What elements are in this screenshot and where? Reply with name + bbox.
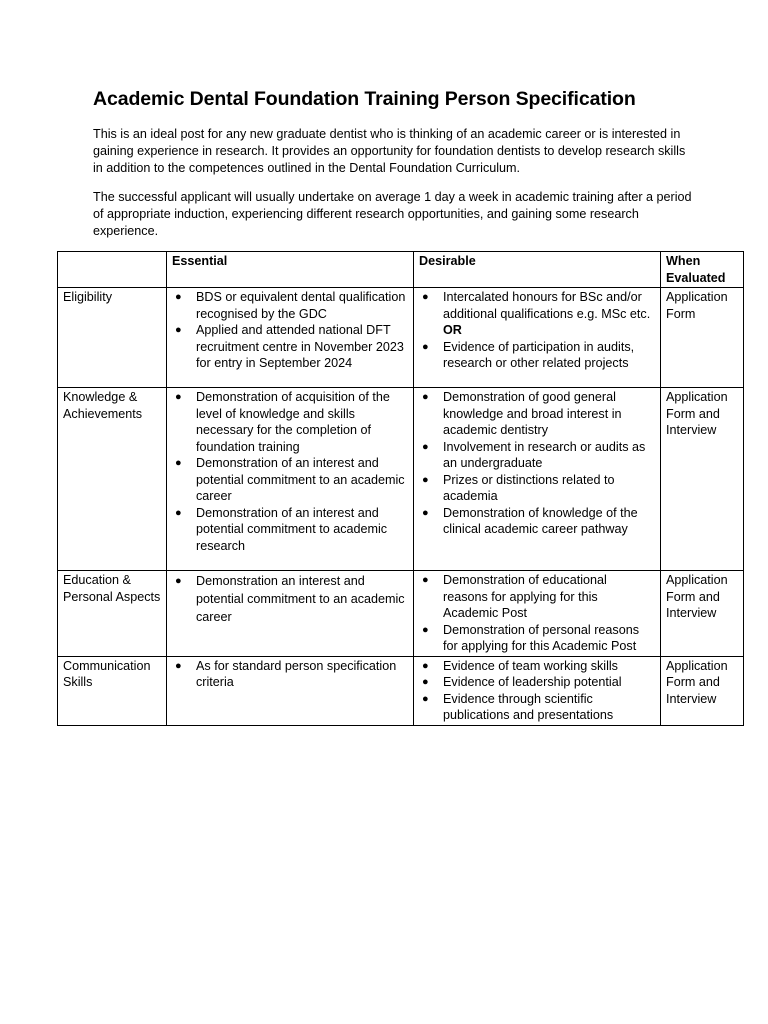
bullet-icon: ● — [175, 575, 182, 587]
bullet-icon: ● — [422, 623, 429, 636]
row-label: Education & Personal Aspects — [58, 571, 167, 657]
bullet-icon: ● — [422, 676, 429, 688]
bullet-icon: ● — [175, 324, 182, 336]
list-item: ● Demonstration an interest and potential commitment to an academic career — [175, 574, 405, 624]
intro-paragraph: This is an ideal post for any new graduate dentist who is thinking of an academic career or is interested in gaining experience in research. It provides an opportunity for foundation dentists to develop research skills in addition to the competences outlined in the Dental Foundation Curriculum. — [93, 127, 686, 176]
table-row — [58, 288, 744, 388]
bullet-icon: ● — [422, 340, 429, 353]
evaluated-cell: Application Form and Interview — [661, 388, 744, 571]
list-item: ● Demonstration of an interest and potential commitment to academic research — [175, 505, 388, 553]
table-header-row — [58, 252, 744, 288]
or-separator: OR — [443, 323, 462, 337]
evaluated-cell: Application Form and Interview — [661, 571, 744, 657]
bullet-icon: ● — [422, 291, 429, 303]
list-item: ● Demonstration of knowledge of the clinical academic career pathway — [422, 505, 638, 536]
table-row — [58, 388, 744, 571]
bullet-icon: ● — [422, 506, 429, 519]
desirable-cell — [414, 656, 661, 725]
bullet-icon: ● — [422, 659, 429, 672]
page-title: Academic Dental Foundation Training Person Specification — [93, 88, 636, 110]
essential-cell — [167, 288, 414, 388]
list-item: ● Prizes or distinctions related to academia — [422, 472, 615, 503]
desirable-cell — [414, 288, 661, 388]
list-item: ● As for standard person specification criteria — [175, 658, 397, 689]
essential-cell — [167, 388, 414, 571]
table-row — [58, 656, 744, 725]
list-item: ● Demonstration of personal reasons for applying for this Academic Post — [422, 622, 640, 653]
bullet-icon: ● — [422, 440, 429, 453]
list-item: ● Applied and attended national DFT recruitment centre in November 2023 for entry in September 2024 — [175, 323, 404, 370]
row-label: Eligibility — [58, 288, 167, 388]
essential-cell — [167, 656, 414, 725]
desirable-cell — [414, 388, 661, 571]
list-item: ● Intercalated honours for BSc and/or additional qualifications e.g. MSc etc. — [422, 290, 651, 321]
list-item: ● Demonstration of acquisition of the level of knowledge and skills necessary for the completion of foundation training — [175, 390, 390, 454]
row-label: Knowledge & Achievements — [58, 388, 167, 571]
bullet-icon: ● — [175, 457, 182, 469]
bullet-icon: ● — [175, 659, 182, 672]
list-item: ● Demonstration of an interest and potential commitment to an academic career — [175, 456, 405, 503]
desirable-cell — [414, 571, 661, 657]
list-item: ● Evidence of participation in audits, research or other related projects — [422, 339, 635, 370]
list-item: ● Involvement in research or audits as an undergraduate — [422, 439, 646, 470]
bullet-icon: ● — [422, 692, 429, 705]
list-item: ● Demonstration of good general knowledge and broad interest in academic dentistry — [422, 390, 622, 437]
bullet-icon: ● — [422, 391, 429, 403]
bullet-icon: ● — [175, 291, 182, 303]
bullet-icon: ● — [175, 506, 182, 519]
header-cell-when-evaluated: When Evaluated — [661, 252, 744, 288]
person-spec-table — [57, 251, 744, 726]
intro-paragraph: The successful applicant will usually undertake on average 1 day a week in academic training after a period of appropriate induction, experiencing different research opportunities, and gaining some research experience. — [93, 190, 692, 239]
row-label: Communication Skills — [58, 656, 167, 725]
list-item: ● Evidence of leadership potential — [422, 675, 622, 689]
bullet-icon: ● — [422, 574, 429, 586]
header-cell-essential: Essential — [167, 252, 414, 288]
header-cell-blank — [58, 252, 167, 288]
bullet-icon: ● — [422, 473, 429, 486]
evaluated-cell: Application Form and Interview — [661, 656, 744, 725]
evaluated-cell: Application Form — [661, 288, 744, 388]
essential-cell — [167, 571, 414, 657]
table-row — [58, 571, 744, 657]
header-cell-desirable: Desirable — [414, 252, 661, 288]
list-item: ● Evidence through scientific publications and presentations — [422, 691, 614, 722]
list-item: ● Demonstration of educational reasons for applying for this Academic Post — [422, 573, 607, 620]
list-item: ● Evidence of team working skills — [422, 658, 618, 673]
list-item: ● BDS or equivalent dental qualification recognised by the GDC — [175, 290, 406, 321]
bullet-icon: ● — [175, 391, 182, 403]
